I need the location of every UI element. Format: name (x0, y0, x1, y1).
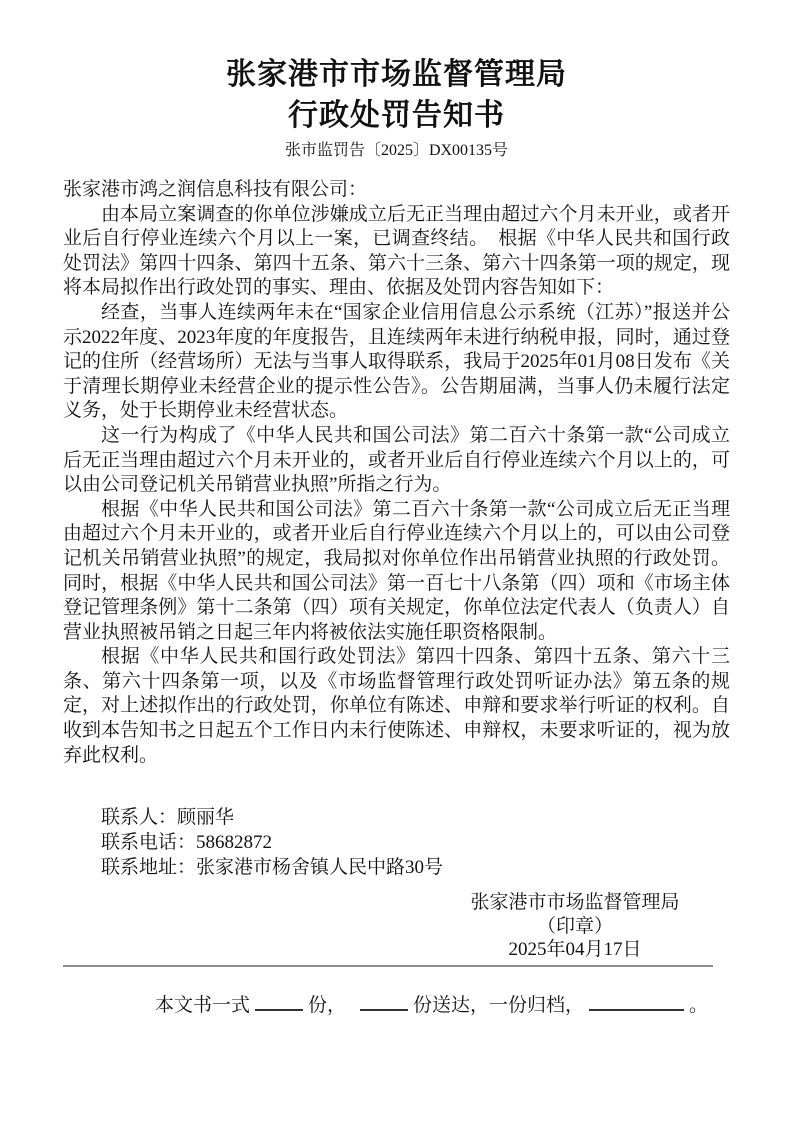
salutation-line: 张家港市鸿之润信息科技有限公司： (63, 179, 368, 200)
footer-text-after-blank2: 份送达，一份归档， (413, 994, 585, 1016)
footer-blank-other (589, 994, 684, 1011)
footer-text-prefix: 本文书一式 (155, 994, 251, 1016)
issuer-seal-placeholder: （印章） (536, 915, 613, 937)
issuer-name: 张家港市市场监督管理局 (470, 892, 680, 914)
document-type-title: 行政处罚告知书 (288, 99, 505, 132)
document-agency-title: 张家港市市场监督管理局 (226, 58, 567, 91)
document-number: 张市监罚告〔2025〕DX00135号 (284, 142, 509, 159)
body-paragraph-violation: 这一行为构成了《中华人民共和国公司法》第二百六十条第一款“公司成立后无正当理由超过六个月未开业的，或者开业后自行停业连续六个月以上的，可以由公司登记机关吊销营业执照”所指之行为。 (63, 424, 730, 496)
contact-address-line: 联系地址：张家港市杨舍镇人民中路30号 (101, 857, 444, 879)
footer-text-after-blank1: 份， (308, 994, 347, 1016)
contact-phone-line: 联系电话：58682872 (101, 832, 273, 854)
footer-blank-delivered-count (360, 994, 408, 1011)
issue-date: 2025年04月17日 (508, 939, 642, 961)
footer-copies-note (63, 994, 730, 1018)
body-paragraph-case-summary: 由本局立案调查的你单位涉嫌成立后无正当理由超过六个月未开业，或者开业后自行停业连续六个月以上一案，已调查终结。 根据《中华人民共和国行政处罚法》第四十四条、第四十五条、第六十三条、第六十四条第一项的规定，现将本局拟作出行政处罚的事实、理由、依据及处罚内容告知如下： (63, 203, 730, 299)
body-paragraph-penalty-basis: 根据《中华人民共和国公司法》第二百六十条第一款“公司成立后无正当理由超过六个月未开业的，或者开业后自行停业连续六个月以上的，可以由公司登记机关吊销营业执照”的规定，我局拟对你单位作出吊销营业执照的行政处罚。同时，根据《中华人民共和国公司法》第一百七十八条第（四）项和《市场主体登记管理条例》第十二条第（四）项有关规定，你单位法定代表人（负责人）自营业执照被吊销之日起三年内将被依法实施任职资格限制。 (63, 498, 730, 643)
contact-block (63, 805, 730, 880)
body-paragraph-rights-notice: 根据《中华人民共和国行政处罚法》第四十四条、第四十五条、第六十三条、第六十四条第一项，以及《市场监督管理行政处罚听证办法》第五条的规定，对上述拟作出的行政处罚，你单位有陈述、申辩和要求举行听证的权利。自收到本告知书之日起五个工作日内未行使陈述、申辩权，未要求听证的，视为放弃此权利。 (63, 646, 730, 766)
body-paragraph-findings: 经查，当事人连续两年未在“国家企业信用信息公示系统（江苏）”报送并公示2022年度、2023年度的年度报告，且连续两年未进行纳税申报，同时，通过登记的住所（经营场所）无法与当事人取得联系，我局于2025年01月08日发布《关于清理长期停业未经营企业的提示性公告》。公告期届满，当事人仍未履行法定义务，处于长期停业未经营状态。 (63, 301, 730, 422)
footer-text-suffix: 。 (689, 994, 709, 1016)
footer-divider-line (63, 965, 713, 967)
contact-person-line: 联系人：顾丽华 (101, 807, 235, 829)
footer-blank-copies-count (255, 994, 303, 1011)
signature-block (440, 891, 710, 962)
document-body (63, 178, 730, 768)
